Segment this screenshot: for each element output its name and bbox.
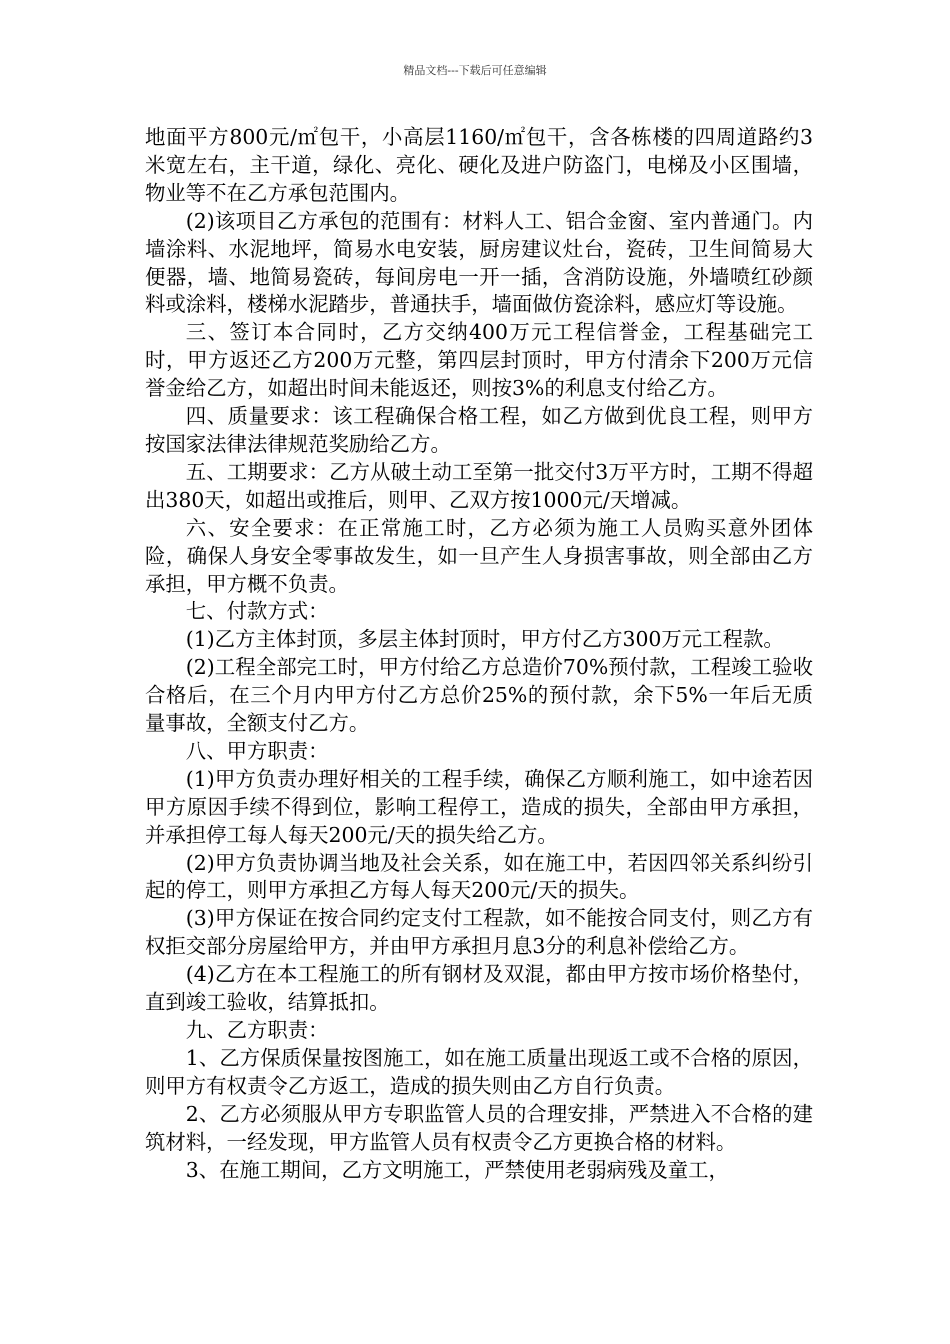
paragraph-18: 3、在施工期间，乙方文明施工，严禁使用老弱病残及童工，	[185, 1157, 729, 1182]
section-heading-party-a: 八、甲方职责：	[185, 738, 329, 763]
paragraph-2: (2)该项目乙方承包的范围有：材料人工、铝合金窗、室内普通门。内墙涂料、水泥地坪，简易水电安装，厨房建议灶台，瓷砖，卫生间简易大便器，墙、地简易瓷砖，每间房电一开一插，含消防设施，外墙喷红砂颜料或涂料，楼梯水泥踏步，普通扶手，墙面做仿瓷涂料，感应灯等设施。	[145, 208, 813, 317]
paragraph-1: 地面平方800元/㎡包干，小高层1160/㎡包干，含各栋楼的四周道路约3米宽左右，主干道，绿化、亮化、硬化及进户防盗门，电梯及小区围墙，物业等不在乙方承包范围内。	[145, 125, 813, 205]
section-heading-party-b: 九、乙方职责：	[185, 1018, 329, 1042]
paragraph-3: 三、签订本合同时，乙方交纳400万元工程信誉金，工程基础完工时，甲方返还乙方200万元整，第四层封顶时，甲方付清余下200万元信誉金给乙方，如超出时间未能返还，则按3%的利息支付给乙方。	[145, 320, 813, 401]
paragraph-14: (4)乙方在本工程施工的所有钢材及双混，都由甲方按市场价格垫付，直到竣工验收，结算抵扣。	[145, 962, 813, 1015]
paragraph-6: 六、安全要求：在正常施工时，乙方必须为施工人员购买意外团体险，确保人身安全零事故发生，如一旦产生人身损害事故，则全部由乙方承担，甲方概不负责。	[145, 515, 813, 596]
section-heading-payment: 七、付款方式：	[185, 599, 329, 624]
paragraph-4: 四、质量要求：该工程确保合格工程，如乙方做到优良工程，则甲方按国家法律法律规范奖励给乙方。	[145, 404, 813, 456]
paragraph-5: 五、工期要求：乙方从破土动工至第一批交付3万平方时，工期不得超出380天，如超出或推后，则甲、乙双方按1000元/天增减。	[145, 459, 813, 512]
paragraph-8: (1)乙方主体封顶，多层主体封顶时，甲方付乙方300万元工程款。	[185, 627, 784, 652]
paragraph-17: 2、乙方必须服从甲方专职监管人员的合理安排，严禁进入不合格的建筑材料，一经发现，甲方监管人员有权责令乙方更换合格的材料。	[145, 1101, 813, 1154]
paragraph-11: (1)甲方负责办理好相关的工程手续，确保乙方顺利施工，如中途若因甲方原因手续不得到位，影响工程停工，造成的损失，全部由甲方承担，并承担停工每人每天200元/天的损失给乙方。	[145, 766, 813, 847]
paragraph-16: 1、乙方保质保量按图施工，如在施工质量出现返工或不合格的原因，则甲方有权责令乙方返工，造成的损失则由乙方自行负责。	[145, 1045, 813, 1098]
page-header: 精品文档---下载后可任意编辑	[403, 64, 547, 77]
paragraph-9: (2)工程全部完工时，甲方付给乙方总造价70%预付款，工程竣工验收合格后，在三个月内甲方付乙方总价25%的预付款，余下5%一年后无质量事故，全额支付乙方。	[145, 655, 813, 736]
paragraph-13: (3)甲方保证在按合同约定支付工程款，如不能按合同支付，则乙方有权拒交部分房屋给甲方，并由甲方承担月息3分的利息补偿给乙方。	[145, 906, 813, 959]
document-body	[145, 124, 813, 1184]
paragraph-12: (2)甲方负责协调当地及社会关系，如在施工中，若因四邻关系纠纷引起的停工，则甲方承担乙方每人每天200元/天的损失。	[145, 850, 813, 903]
